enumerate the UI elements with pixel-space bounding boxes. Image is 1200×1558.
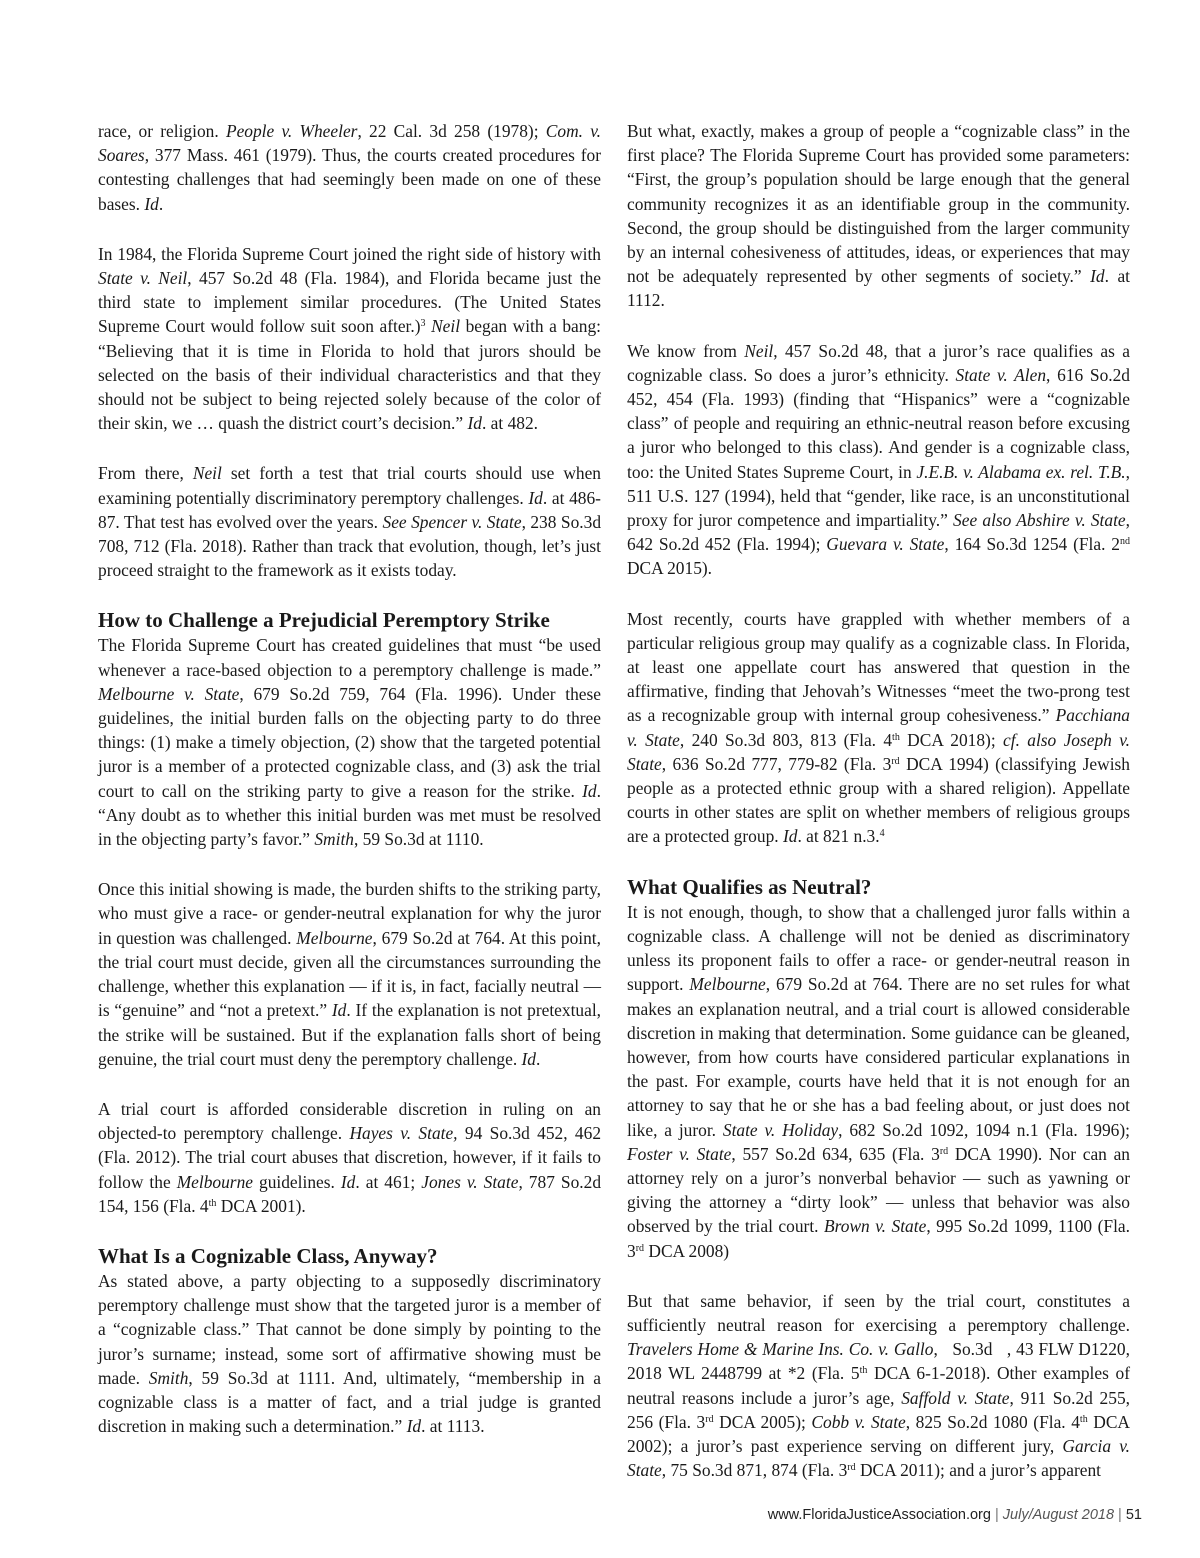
footer-separator: | — [990, 1507, 1003, 1523]
paragraph: race, or religion. People v. Wheeler, 22 Cal. 3d 258 (1978); Com. v. Soares, 377 Mass. 461 (1979). Thus, the courts created procedures for contesting challenges that had seemingly been made on one of these bases. Id. — [98, 121, 602, 214]
paragraph: Most recently, courts have grappled with whether members of a particular religious group may qualify as a cognizable class. In Florida, at least one appellate court has answered that question in the affirmative, finding that Jehovah’s Witnesses “meet the two-prong test as a recognizable group with internal group cohesiveness.” Pacchiana v. State, 240 So.3d 803, 813 (Fla. 4th DCA 2018); cf. also Joseph v. State, 636 So.2d 777, 779-82 (Fla. 3rd DCA 1994) (classifying Jewish people as a protected ethnic group with a shared religion). Appellate courts in other states are split on whether members of religious groups are a protected group. Id. at 821 n.3.$^4$ — [627, 608, 1130, 847]
paragraph: But that same behavior, if seen by the trial court, constitutes a sufficiently neutral reason for exercising a peremptory challenge. Travelers Home & Marine Ins. Co. v. Gallo, So.3d , 43 FLW D1220, 2018 WL 2448799 at *2 (Fla. 5th DCA 6-1-2018). Other examples of neutral reasons include a juror’s age, Saffold v. State, 911 So.2d 255, 256 (Fla. 3rd DCA 2005); Cobb v. State, 825 So.2d 1080 (Fla. 4th DCA 2002); a juror’s past experience serving on different jury, Garcia v. State, 75 So.3d 871, 874 (Fla. 3rd DCA 2011); and a juror’s apparent — [627, 1290, 1130, 1481]
page-footer — [768, 1507, 1142, 1523]
footer-separator: | — [1114, 1507, 1126, 1523]
paragraph: But what, exactly, makes a group of people a “cognizable class” in the first place? The Florida Supreme Court has provided some parameters: “First, the group’s population should be large enough that the general community recognizes it as an identifiable group in the community. Second, the group should be distinguished from the larger community by an internal cohesiveness of attitudes, ideas, or experiences that may not be adequately represented by other segments of society.” Id. at 1112. — [627, 121, 1130, 311]
paragraph: In 1984, the Florida Supreme Court joined the right side of history with State v. Neil, 457 So.2d 48 (Fla. 1984), and Florida became just the third state to implement similar procedures. (The United States Supreme Court would follow suit soon after.)$^3$ Neil began with a bang: “Believing that it is time in Florida to hold that jurors should be selected on the basis of their individual characteristics and that they should not be subject to being rejected solely because of the color of their skin, we … quash the district court’s decision.” Id. at 482. — [98, 243, 601, 434]
right-column — [627, 119, 1130, 1482]
section-heading: How to Challenge a Prejudicial Peremptory Strike — [98, 608, 550, 633]
paragraph: It is not enough, though, to show that a challenged juror falls within a cognizable class. A challenge will not be denied as discriminatory unless its proponent fails to offer a race- or gender-neutral reason in support. Melbourne, 679 So.2d at 764. There are no set rules for what makes an explanation neutral, and a trial court is allowed considerable discretion in making that determination. Some guidance can be gleaned, however, from how courts have considered particular explanations in the past. For example, courts have held that it is not enough for an attorney to say that he or she has a bad feeling about, or just does not like, a juror. State v. Holiday, 682 So.2d 1092, 1094 n.1 (Fla. 1996); Foster v. State, 557 So.2d 634, 635 (Fla. 3rd DCA 1990). Nor can an attorney rely on a juror’s nonverbal behavior — such as yawning or giving the attorney a “dirty look” — unless that behavior was also observed by the trial court. Brown v. State, 995 So.2d 1099, 1100 (Fla. 3rd DCA 2008) — [627, 901, 1131, 1261]
footer-website: www.FloridaJusticeAssociation.org — [767, 1507, 991, 1523]
paragraph: Once this initial showing is made, the burden shifts to the striking party, who must give a race- or gender-neutral explanation for why the juror in question was challenged. Melbourne, 679 So.2d at 764. At this point, the trial court must decide, given all the circumstances surrounding the challenge, whether this explanation — if it is, in fact, facially neutral — is “genuine” and “not a pretext.” Id. If the explanation is not pretextual, the strike will be sustained. But if the explanation falls short of being genuine, the trial court must deny the peremptory challenge. Id. — [98, 879, 602, 1069]
footer-issue-date: July/August 2018 — [1002, 1507, 1115, 1523]
paragraph: We know from Neil, 457 So.2d 48, that a juror’s race qualifies as a cognizable class. So does a juror’s ethnicity. State v. Alen, 616 So.2d 452, 454 (Fla. 1993) (finding that “Hispanics” were a “cognizable class” of people and requiring an ethnic-neutral reason before excusing a juror who belonged to this class). And gender is a cognizable class, too: the United States Supreme Court, in J.E.B. v. Alabama ex. rel. T.B., 511 U.S. 127 (1994), held that “gender, like race, is an unconstitutional proxy for juror competence and impartiality.” See also Abshire v. State, 642 So.2d 452 (Fla. 1994); Guevara v. State, 164 So.3d 1254 (Fla. 2nd DCA 2015). — [627, 340, 1130, 579]
left-column — [98, 119, 601, 1438]
footer-page-number: 51 — [1125, 1507, 1142, 1523]
section-heading: What Qualifies as Neutral? — [627, 874, 872, 899]
paragraph: A trial court is afforded considerable discretion in ruling on an objected-to peremptory challenge. Hayes v. State, 94 So.3d 452, 462 (Fla. 2012). The trial court abuses that discretion, however, if it fails to follow the Melbourne guidelines. Id. at 461; Jones v. State, 787 So.2d 154, 156 (Fla. 4th DCA 2001). — [98, 1098, 602, 1216]
paragraph: As stated above, a party objecting to a supposedly discriminatory peremptory challenge must show that the targeted juror is a member of a “cognizable class.” That cannot be done simply by pointing to the juror’s surname; instead, some sort of affirmative showing must be made. Smith, 59 So.3d at 1111. And, ultimately, “membership in a cognizable class is a matter of fact, and a trial judge is granted discretion in making such a determination.” Id. at 1113. — [98, 1270, 602, 1437]
section-heading: What Is a Cognizable Class, Anyway? — [98, 1243, 438, 1268]
paragraph: From there, Neil set forth a test that trial courts should use when examining potentially discriminatory peremptory challenges. Id. at 486-87. That test has evolved over the years. See Spencer v. State, 238 So.3d 708, 712 (Fla. 2018). Rather than track that evolution, though, let’s just proceed straight to the framework as it exists today. — [98, 463, 602, 581]
paragraph: The Florida Supreme Court has created guidelines that must “be used whenever a race-based objection to a peremptory challenge is made.” Melbourne v. State, 679 So.2d 759, 764 (Fla. 1996). Under these guidelines, the initial burden falls on the objecting party to do three things: (1) make a timely objection, (2) show that the targeted potential juror is a member of a protected cognizable class, and (3) ask the trial court to call on the striking party to give a reason for the strike. Id. “Any doubt as to whether this initial burden was met must be resolved in the objecting party’s favor.” Smith, 59 So.3d at 1110. — [98, 635, 601, 850]
